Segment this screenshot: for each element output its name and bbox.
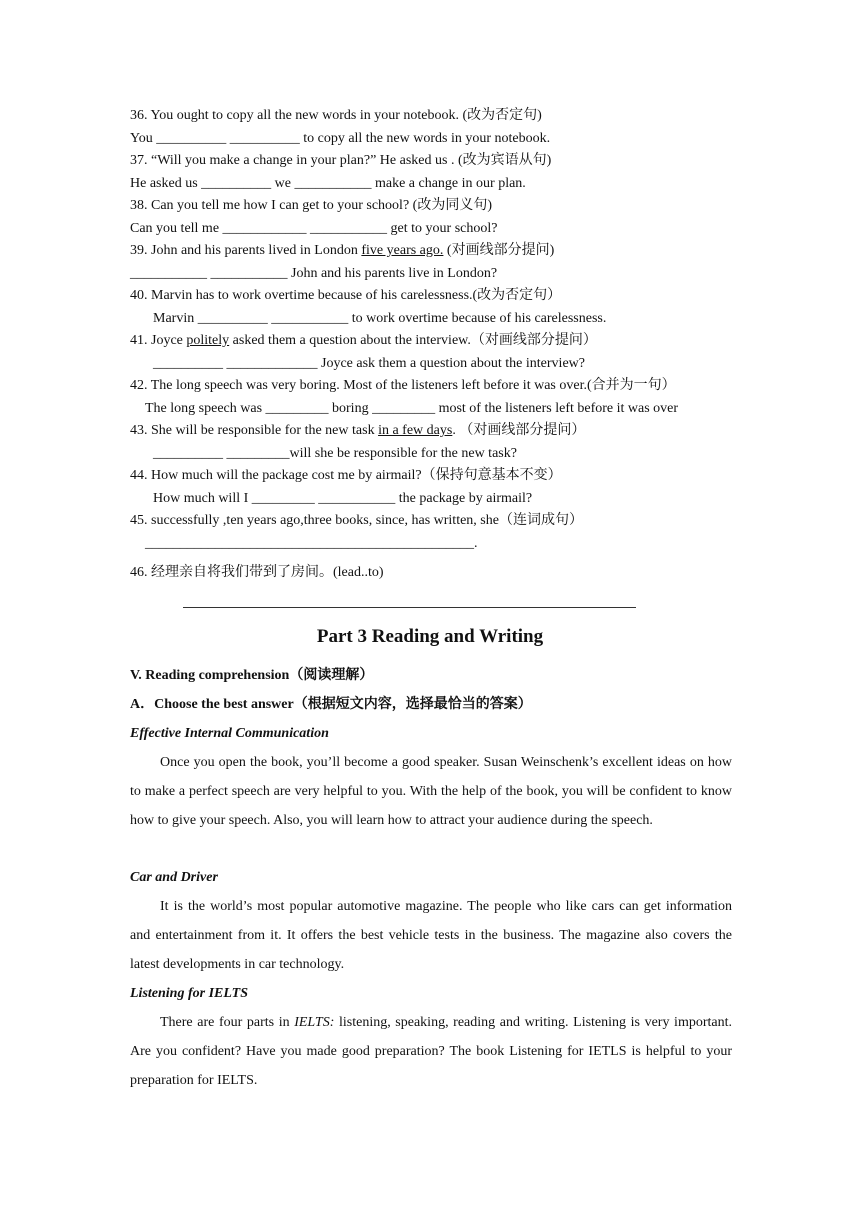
- ad-title-2: Car and Driver: [130, 870, 218, 885]
- question-36: 36. You ought to copy all the new words in your notebook. (改为否定句): [130, 108, 542, 123]
- question-44: 44. How much will the package cost me by airmail?（保持句意基本不变）: [130, 468, 562, 483]
- ad-title-3: Listening for IELTS: [130, 986, 248, 1001]
- ad-text-1: Once you open the book, you’ll become a good speaker. Susan Weinschenk’s excellent ideas on how to make a perfect speech are very helpful to you. With the help of the book, you will be confident to know how to give your speech. Also, you will learn how to attract your audience during the speech.: [130, 755, 732, 828]
- question-45: 45. successfully ,ten years ago,three books, since, has written, she（连词成句）: [130, 513, 583, 528]
- ad-text-3: There are four parts in IELTS: listening, speaking, reading and writing. Listening is very important. Are you confident? Have you made good preparation? The book Listening for IETLS is helpful to your preparation for IELTS.: [130, 1015, 732, 1088]
- answer-43: __________ _________will she be responsible for the new task?: [153, 446, 517, 461]
- question-39: 39. John and his parents lived in London five years ago. (对画线部分提问): [130, 243, 555, 258]
- ad-title-1: Effective Internal Communication: [130, 726, 329, 741]
- answer-36: You __________ __________ to copy all the new words in your notebook.: [130, 131, 551, 146]
- answer-line-46: [183, 607, 636, 608]
- section-heading: V. Reading comprehension（阅读理解）: [130, 668, 374, 683]
- question-37: 37. “Will you make a change in your plan?” He asked us . (改为宾语从句): [130, 153, 552, 168]
- subsection-heading: A．Choose the best answer（根据短文内容，选择最恰当的答案）: [130, 697, 532, 712]
- question-46: 46. 经理亲自将我们带到了房间。(lead..to): [130, 565, 384, 580]
- answer-45: _______________________________________________.: [145, 536, 478, 551]
- answer-40: Marvin __________ ___________ to work overtime because of his carelessness.: [153, 311, 607, 326]
- question-40: 40. Marvin has to work overtime because of his carelessness.(改为否定句）: [130, 288, 562, 303]
- part-title: Part 3 Reading and Writing: [316, 626, 544, 647]
- question-38: 38. Can you tell me how I can get to your school? (改为同义句): [130, 198, 492, 213]
- question-43: 43. She will be responsible for the new task in a few days. （对画线部分提问）: [130, 423, 586, 438]
- answer-39: ___________ ___________ John and his parents live in London?: [130, 266, 498, 281]
- question-42: 42. The long speech was very boring. Most of the listeners left before it was over.(合并为一句）: [130, 378, 676, 393]
- answer-42: The long speech was _________ boring _________ most of the listeners left before it was over: [145, 401, 679, 416]
- ad-text-2: It is the world’s most popular automotive magazine. The people who like cars can get information and entertainment from it. It offers the best vehicle tests in the business. The magazine also covers the latest developments in car technology.: [130, 899, 732, 972]
- answer-41: __________ _____________ Joyce ask them a question about the interview?: [153, 356, 585, 371]
- underlined-phrase: in a few days: [378, 423, 453, 438]
- underlined-phrase: five years ago.: [361, 243, 444, 258]
- question-41: 41. Joyce politely asked them a question about the interview.（对画线部分提问）: [130, 333, 597, 348]
- underlined-phrase: politely: [186, 333, 230, 348]
- answer-44: How much will I _________ ___________ the package by airmail?: [153, 491, 533, 506]
- answer-38: Can you tell me ____________ ___________ get to your school?: [130, 221, 498, 236]
- answer-37: He asked us __________ we ___________ make a change in our plan.: [130, 176, 526, 191]
